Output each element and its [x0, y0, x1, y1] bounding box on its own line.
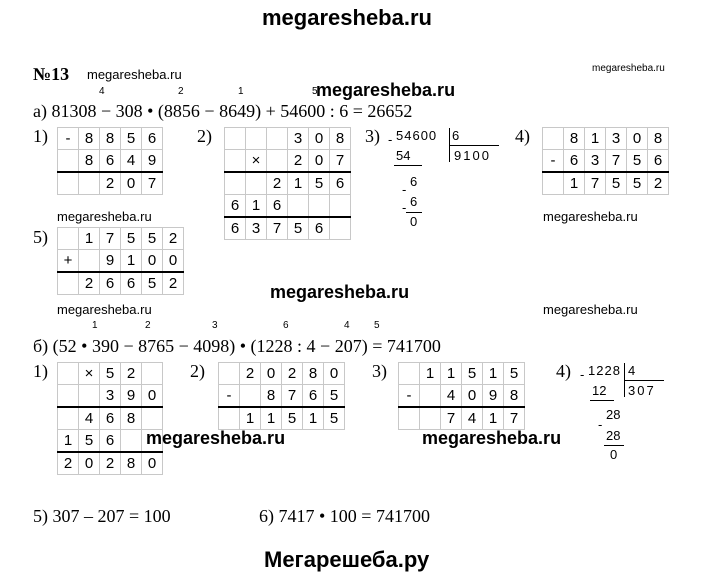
order-mark: 1 [92, 320, 98, 331]
watermark-small: megaresheba.ru [543, 209, 638, 224]
watermark-small: megaresheba.ru [87, 67, 182, 82]
watermark-tiny: megaresheba.ru [592, 63, 665, 74]
order-mark: 4 [344, 320, 350, 331]
multiplication-a2: 3 0 8 × 2 0 7 2 1 5 6 6 1 6 6 3 7 5 6 [224, 127, 351, 240]
watermark-overlay: megaresheba.ru [146, 428, 286, 448]
step-label: 3) [365, 126, 380, 146]
order-mark: 5 [312, 86, 318, 97]
watermark-small: megaresheba.ru [57, 209, 152, 224]
step-label: 5) [33, 227, 48, 247]
header-watermark: megaresheba.ru [262, 5, 432, 30]
step-label: 1) [33, 361, 48, 381]
watermark-small: megaresheba.ru [57, 302, 152, 317]
subtraction-b2: 2 0 2 8 0 - 8 7 6 5 1 1 5 1 5 [218, 362, 345, 430]
step-label: 3) [372, 361, 387, 381]
step-label: 2) [197, 126, 212, 146]
order-mark: 4 [99, 86, 105, 97]
long-division-a3: - 54600 6 9100 54 - 6 - 6 0 [388, 128, 518, 238]
addition-a5: 1 7 5 5 2 + 9 1 0 0 2 6 6 5 2 [57, 227, 184, 295]
step-label: 4) [556, 361, 571, 381]
subtraction-a1: - 8 8 5 6 8 6 4 9 2 0 7 [57, 127, 163, 195]
order-mark: 6 [283, 320, 289, 331]
order-mark: 2 [178, 86, 184, 97]
watermark-small: megaresheba.ru [543, 302, 638, 317]
order-mark: 1 [238, 86, 244, 97]
step-label: 2) [190, 361, 205, 381]
subtraction-a4: 8 1 3 0 8 - 6 3 7 5 6 1 7 5 5 2 [542, 127, 669, 195]
order-mark: 3 [212, 320, 218, 331]
expression-b: б) (52 • 390 − 8765 − 4098) • (1228 : 4 − 207) = 741700 [33, 336, 441, 356]
order-mark: 5 [374, 320, 380, 331]
footer-watermark: Мегарешеба.ру [264, 547, 430, 572]
subtraction-b3: 1 1 5 1 5 - 4 0 9 8 7 4 1 7 [398, 362, 525, 430]
step-label: 1) [33, 126, 48, 146]
expression-a: а) 81308 − 308 • (8856 − 8649) + 54600 : 6 = 26652 [33, 101, 413, 121]
step-b5: 5) 307 – 207 = 100 [33, 506, 171, 526]
watermark-overlay: megaresheba.ru [422, 428, 562, 448]
watermark-overlay: megaresheba.ru [316, 80, 456, 100]
step-label: 4) [515, 126, 530, 146]
problem-number: №13 [33, 64, 70, 84]
long-division-b4: - 1228 4 307 12 - 28 28 0 [580, 363, 690, 468]
multiplication-b1: × 5 2 3 9 0 4 6 8 1 5 6 2 0 2 8 0 [57, 362, 163, 475]
order-mark: 2 [145, 320, 151, 331]
watermark-overlay: megaresheba.ru [270, 282, 410, 302]
step-b6: 6) 7417 • 100 = 741700 [259, 506, 430, 526]
